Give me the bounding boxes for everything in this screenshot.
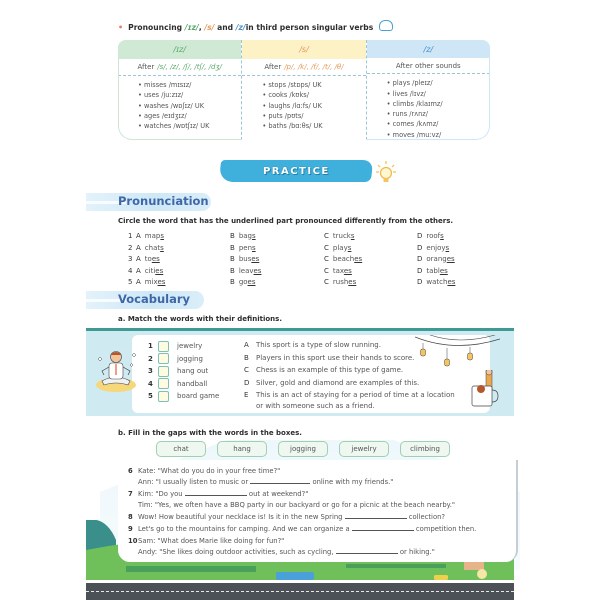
section-title: Pronunciation	[118, 194, 209, 208]
fill-gaps-instruction: b. Fill in the gaps with the words in the boxes.	[118, 429, 302, 437]
match-word-row-2: 2 jogging	[148, 354, 203, 363]
list-item: • puts /pʊts/	[262, 111, 365, 121]
match-word-row-3: 3 hang out	[148, 367, 209, 375]
practice-banner: PRACTICE	[219, 160, 373, 182]
column-rule: After /s/, /z/, /ʃ/, /tʃ/, /dʒ/	[118, 59, 241, 76]
option-d[interactable]: D roofs	[417, 232, 444, 240]
list-item: • baths /bɑːθs/ UK	[262, 121, 365, 131]
option-d[interactable]: D watches	[417, 278, 456, 286]
question-row-4: 4 A cities B leaves C taxes D tables	[128, 266, 448, 275]
section-header-pronunciation	[86, 193, 211, 211]
option-c[interactable]: C taxes	[324, 266, 352, 275]
answer-box[interactable]	[158, 378, 169, 389]
table-column-s	[242, 40, 366, 140]
road-illustration	[86, 583, 514, 600]
bullet-icon: •	[118, 23, 124, 32]
column-rule: After /p/, /k/, /f/, /t/, /θ/	[242, 59, 365, 76]
option-b[interactable]: B leaves	[230, 266, 262, 275]
pronunciation-instruction: Circle the word that has the underlined part pronounced differently from the others.	[118, 217, 454, 225]
option-d[interactable]: D enjoys	[417, 243, 450, 252]
answer-blank[interactable]	[345, 512, 407, 519]
answer-box[interactable]	[158, 341, 169, 352]
table-column-iz	[118, 40, 242, 140]
option-b[interactable]: B pens	[230, 243, 256, 252]
list-item: • misses /mɪsɪz/	[138, 80, 241, 90]
option-d[interactable]: D oranges	[417, 255, 455, 263]
option-a[interactable]: A chats	[136, 243, 164, 252]
question-row-1: 1 A maps B bags C trucks D roofs	[128, 232, 444, 240]
word-bank-item[interactable]: jewelry	[339, 441, 389, 457]
gap-question-7: 7 Kim: "Do you out at weekend?" Tim: "Yes, we often have a BBQ party in our backyard or go for a picnic at the beach nearby."	[128, 490, 456, 509]
answer-box[interactable]	[158, 353, 169, 364]
question-row-3: 3 A toes B buses C beaches D oranges	[128, 255, 455, 263]
option-b[interactable]: B bags	[230, 232, 256, 240]
option-a[interactable]: A mixes	[136, 278, 166, 286]
answer-box[interactable]	[158, 366, 169, 377]
example-list	[367, 74, 490, 140]
headphones-audio-icon[interactable]	[379, 20, 393, 31]
answer-blank[interactable]	[185, 489, 247, 496]
gap-question-10: 10 Sam: "What does Marie like doing for fun?" Andy: "She likes doing outdoor activities, such as cycling, or hiking."	[128, 537, 435, 556]
answer-blank[interactable]	[250, 477, 310, 484]
option-b[interactable]: B goes	[230, 278, 256, 286]
example-list	[118, 76, 241, 131]
match-word-row-5: 5 board game	[148, 392, 220, 400]
option-a[interactable]: A toes	[136, 255, 160, 263]
option-c[interactable]: C beaches	[324, 255, 363, 263]
example-list	[242, 76, 365, 131]
gap-question-8: 8 Wow! How beautiful your necklace is! Is it in the new Spring collection?	[128, 513, 446, 521]
definition-d: D Silver, gold and diamond are examples of this.	[244, 378, 420, 387]
word-bank-item[interactable]: hang	[217, 441, 267, 457]
answer-box[interactable]	[158, 391, 169, 402]
list-item: • stops /stɒps/ UK	[262, 80, 365, 90]
definition-a: A This sport is a type of slow running.	[244, 341, 381, 349]
column-header: /s/	[242, 40, 365, 59]
mug-with-toy-illustration	[470, 370, 500, 408]
list-item: • watches /wɒtʃɪz/ UK	[138, 121, 241, 131]
question-row-5: 5 A mixes B goes C rushes D watches	[128, 278, 456, 286]
lightbulb-icon	[375, 160, 397, 186]
option-c[interactable]: C rushes	[324, 278, 357, 286]
gap-question-6: 6 Kate: "What do you do in your free time?" Ann: "I usually listen to music or online with my friends."	[128, 467, 394, 486]
option-a[interactable]: A maps	[136, 232, 165, 240]
section-title: Vocabulary	[118, 292, 191, 306]
table-column-z	[367, 40, 490, 140]
list-item: • uses /juːzɪz/	[138, 90, 241, 100]
phoneme-z: /z/	[235, 23, 246, 32]
string-lights-illustration	[415, 335, 500, 375]
column-header: /ɪz/	[118, 40, 241, 59]
list-item: • plays /pleɪz/	[387, 78, 490, 88]
option-a[interactable]: A cities	[136, 266, 164, 275]
list-item: • climbs /klaɪmz/	[387, 99, 490, 109]
list-item: • runs /rʌnz/	[387, 109, 490, 119]
column-rule: After other sounds	[367, 58, 490, 74]
phoneme-s: /s/	[204, 23, 215, 32]
meditating-person-illustration	[94, 345, 138, 393]
option-d[interactable]: D tables	[417, 266, 448, 275]
list-item: • laughs /lɑːfs/ UK	[262, 101, 365, 111]
match-word-row-4: 4 handball	[148, 379, 208, 388]
gap-question-9: 9 Let's go to the mountains for camping. And we can organize a competition then.	[128, 525, 477, 533]
section-header-vocabulary	[86, 291, 204, 309]
list-item: • lives /lɪvz/	[387, 89, 490, 99]
option-c[interactable]: C plays	[324, 243, 352, 252]
word-bank	[156, 441, 450, 457]
list-item: • moves /muːvz/	[387, 130, 490, 140]
word-bank-item[interactable]: jogging	[278, 441, 328, 457]
list-item: • washes /wɒʃɪz/ UK	[138, 101, 241, 111]
list-item: • cooks /kʊks/	[262, 90, 365, 100]
list-item: • ages /eɪdʒɪz/	[138, 111, 241, 121]
word-bank-item[interactable]: chat	[156, 441, 206, 457]
definition-e: E This is an act of staying for a period of time at a location or with someone such as a friend.	[244, 391, 455, 410]
answer-blank[interactable]	[336, 547, 398, 554]
option-c[interactable]: C trucks	[324, 232, 355, 240]
match-instruction: a. Match the words with their definitions.	[118, 315, 282, 323]
question-row-2: 2 A chats B pens C plays D enjoys	[128, 243, 450, 252]
column-header: /z/	[367, 40, 490, 58]
definition-c: C Chess is an example of this type of game.	[244, 366, 404, 374]
list-item: • comes /kʌmz/	[387, 119, 490, 129]
phoneme-iz: /ɪz/	[184, 23, 199, 32]
grammar-note-heading: • Pronouncing /ɪz/ , /s/ and /z/ in third person singular verbs	[118, 22, 393, 33]
answer-blank[interactable]	[352, 524, 414, 531]
option-b[interactable]: B buses	[230, 255, 260, 263]
match-word-row-1: 1 jewelry	[148, 342, 203, 350]
definition-b: B Players in this sport use their hands to score.	[244, 353, 415, 362]
pronunciation-rules-table	[118, 40, 490, 140]
word-bank-item[interactable]: climbing	[400, 441, 450, 457]
